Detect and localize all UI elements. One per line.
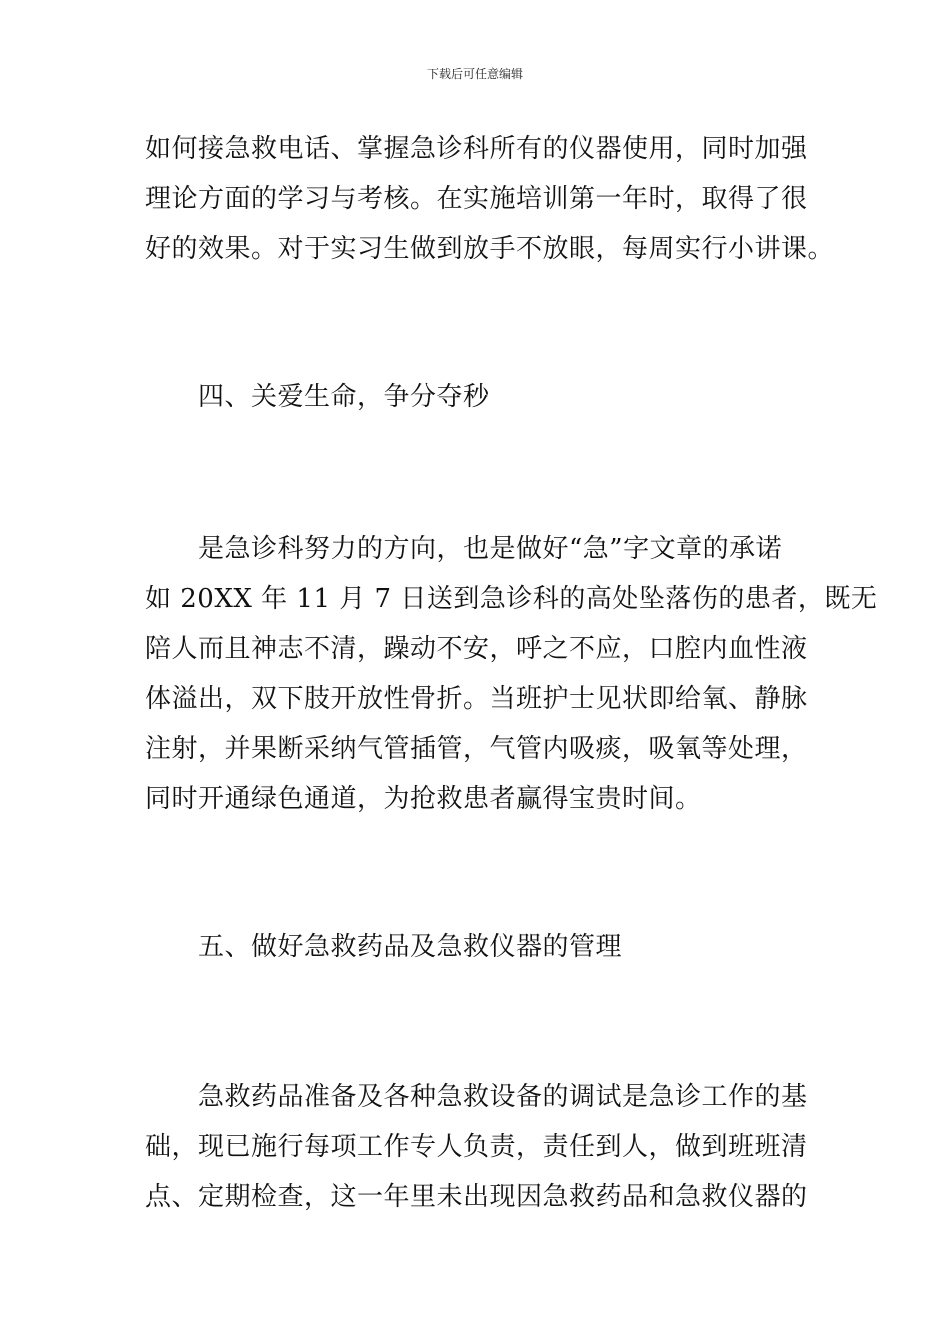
paragraph-line: 陪人而且神志不清，躁动不安，呼之不应，口腔内血性液 bbox=[145, 634, 808, 664]
paragraph-line: 点、定期检查，这一年里未出现因急救药品和急救仪器的 bbox=[145, 1182, 808, 1212]
paragraph-line: 好的效果。对于实习生做到放手不放眼，每周实行小讲课。 bbox=[145, 234, 835, 264]
page-header: 下载后可任意编辑 bbox=[426, 67, 523, 81]
paragraph-line: 同时开通绿色通道，为抢救患者赢得宝贵时间。 bbox=[145, 784, 702, 814]
section-heading-4: 四、关爱生命，争分夺秒 bbox=[198, 382, 490, 412]
section-heading-5: 五、做好急救药品及急救仪器的管理 bbox=[198, 932, 623, 962]
paragraph-line: 如何接急救电话、掌握急诊科所有的仪器使用，同时加强 bbox=[145, 134, 808, 164]
paragraph-line: 体溢出，双下肢开放性骨折。当班护士见状即给氧、静脉 bbox=[145, 684, 808, 714]
paragraph-line: 础，现已施行每项工作专人负责，责任到人，做到班班清 bbox=[145, 1132, 808, 1162]
paragraph-line: 急救药品准备及各种急救设备的调试是急诊工作的基 bbox=[198, 1082, 808, 1112]
paragraph-line: 如 20XX 年 11 月 7 日送到急诊科的高处坠落伤的患者，既无 bbox=[145, 584, 878, 614]
paragraph-line: 是急诊科努力的方向，也是做好“急”字文章的承诺 bbox=[198, 534, 783, 564]
paragraph-line: 理论方面的学习与考核。在实施培训第一年时，取得了很 bbox=[145, 184, 808, 214]
paragraph-line: 注射，并果断采纳气管插管，气管内吸痰，吸氧等处理， bbox=[145, 734, 808, 764]
